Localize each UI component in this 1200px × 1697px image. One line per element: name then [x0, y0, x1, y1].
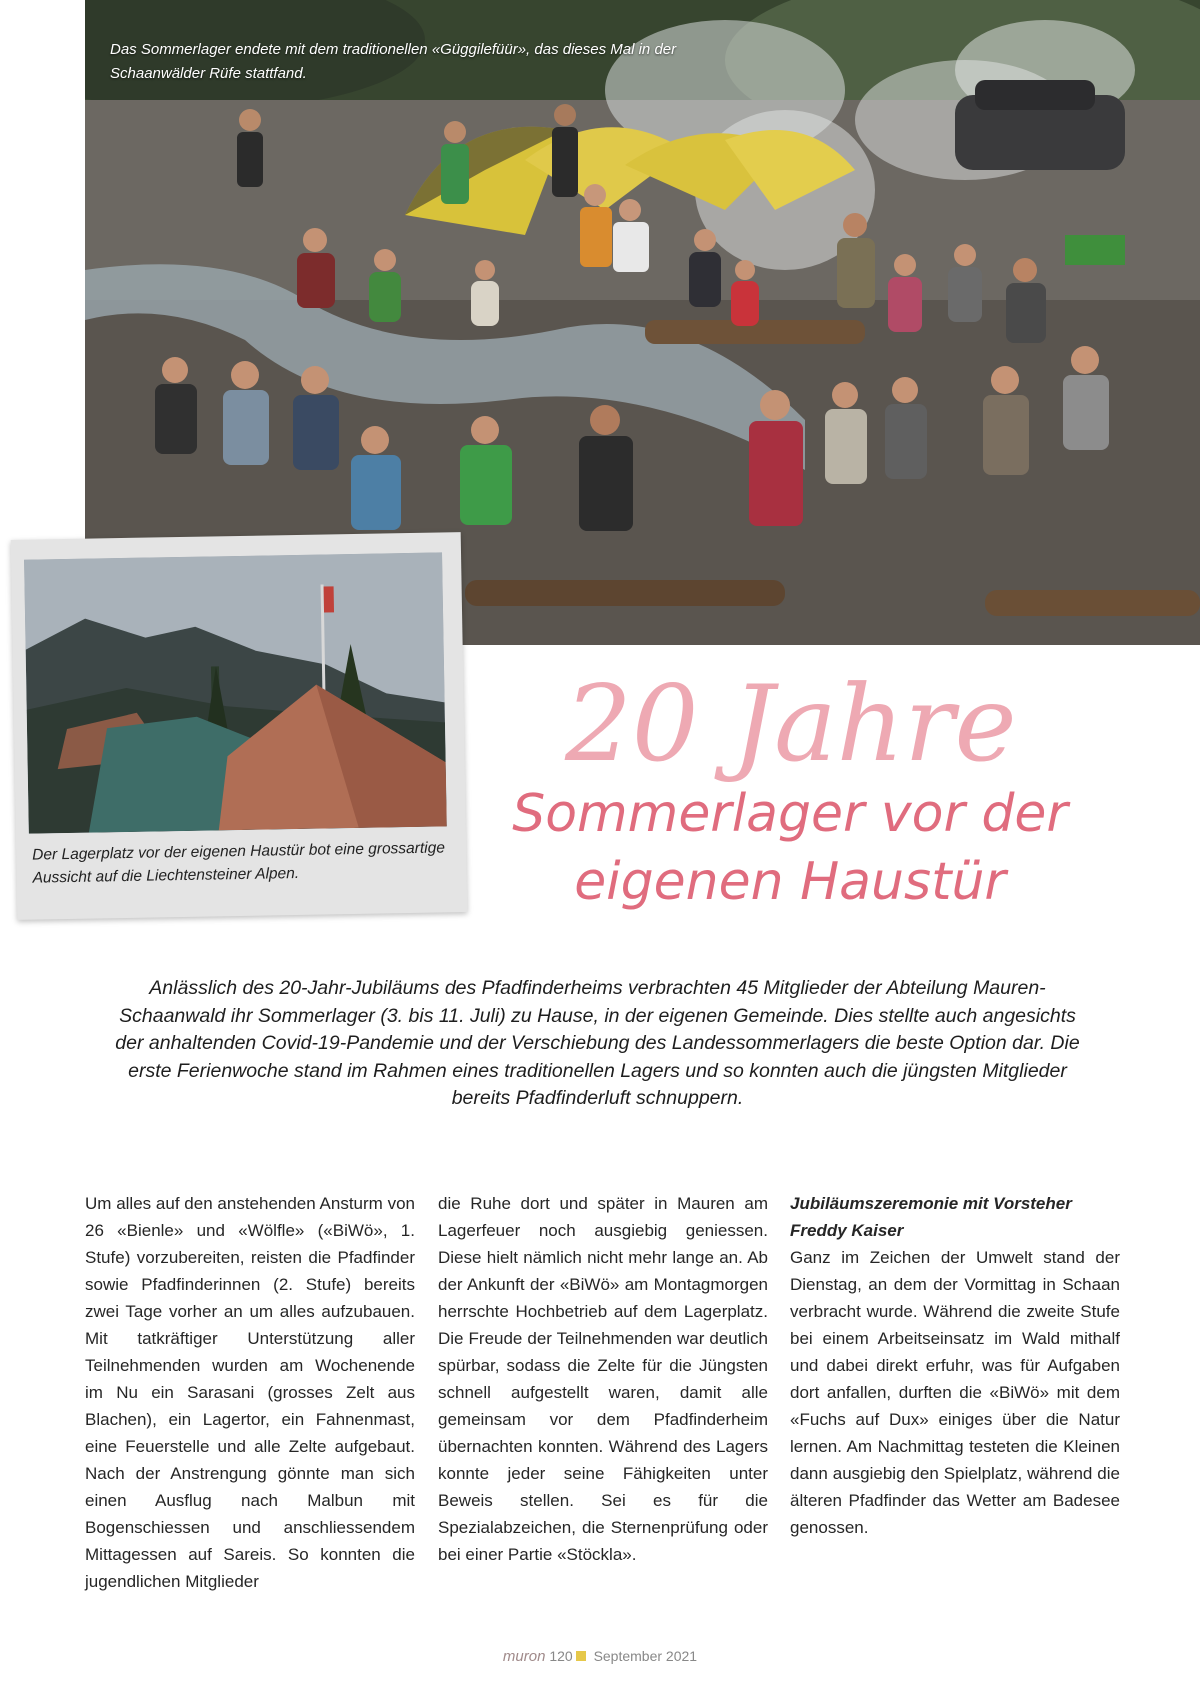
title-line-1: Sommerlager vor der — [512, 784, 1068, 844]
article-column-3 — [790, 1190, 1120, 1541]
title-script — [555, 640, 1075, 800]
article-column-2 — [438, 1190, 768, 1568]
inset-photo — [24, 552, 447, 833]
footer-date: September 2021 — [593, 1648, 698, 1664]
column-2-text: die Ruhe dort und später in Mauren am Lagerfeuer noch ausgiebig geniessen. Diese hielt nämlich nicht mehr lange an. Ab der Ankunft der «BiWö» am Montagmorgen herrschte Hochbetrieb auf dem Lagerplatz. Die Freude der Teilnehmenden war deutlich spürbar, sodass die Zelte für die Jüngsten schnell aufgestellt waren, damit alle gemeinsam vor dem Pfadfinderheim übernachten konnten. Während des Lagers konnte jeder seine Fähigkeiten unter Beweis stellen. Sei es für die Spezialabzeichen, die Sternenprüfung oder bei einer Partie «Stöckla». — [438, 1194, 768, 1564]
title-line-2: eigenen Haustür — [574, 852, 1006, 912]
column-1-text: Um alles auf den anstehenden Ansturm von 26 «Bienle» und «Wölfle» («BiWö», 1. Stufe) vorzubereiten, reisten die Pfadfinder sowie Pfadfinderinnen (2. Stufe) bereits zwei Tage vorher an um alles aufzubauen. Mit tatkräftiger Unterstützung aller Teilnehmenden wurden am Wochenende im Nu ein Sarasani (grosses Zelt aus Blachen), ein Lagertor, ein Fahnenmast, eine Feuerstelle und alle Zelte aufgebaut. Nach der Anstrengung gönnte man sich einen Ausflug nach Malbun mit Bogenschiessen und anschliessendem Mittagessen auf Sareis. So konnten die jugendlichen Mitglieder — [85, 1194, 415, 1591]
footer-issue: 120 — [549, 1648, 573, 1664]
column-3-subheading: Jubiläumszeremonie mit Vorsteher Freddy Kaiser — [790, 1194, 1072, 1240]
inset-photo-caption: Der Lagerplatz vor der eigenen Haustür bot eine grossartige Aussicht auf die Liechtensteiner Alpen. — [32, 839, 446, 887]
inset-photo-frame — [11, 532, 468, 920]
footer-square-icon — [576, 1651, 586, 1661]
title-script-text: 20 Jahre — [565, 663, 1017, 785]
footer-brand: muron — [502, 1648, 546, 1665]
hero-photo-caption: Das Sommerlager endete mit dem traditionellen «Güggilefüür», das dieses Mal in der Schaanwälder Rüfe stattfand. — [110, 41, 677, 82]
tent-camp-illustration — [24, 552, 447, 833]
column-3-text: Ganz im Zeichen der Umwelt stand der Dienstag, an dem der Vormittag in Schaan verbracht wurde. Während die zweite Stufe bei einem Arbeitseinsatz im Wald mithalf und dabei direkt erfuhr, was für Aufgaben dort anfallen, durften die «BiWö» mit dem «Fuchs auf Dux» einiges über die Natur lernen. Am Nachmittag testeten die Kleinen dann ausgiebig den Spielplatz, während die älteren Pfadfinder das Wetter am Badesee genossen. — [790, 1248, 1120, 1537]
lead-paragraph: Anlässlich des 20-Jahr-Jubiläums des Pfadfinderheims verbrachten 45 Mitglieder der Abteilung Mauren-Schaanwald ihr Sommerlager (3. bis 11. Juli) zu Hause, in der eigenen Gemeinde. Dies stellte auch angesichts der anhaltenden Covid-19-Pandemie und der Verschiebung des Landessommerlagers die beste Option dar. Die erste Ferienwoche stand im Rahmen eines traditionellen Lagers und so konnten auch die jüngsten Mitglieder bereits Pfadfinderluft schnuppern. — [115, 977, 1080, 1109]
page-footer — [0, 1648, 1200, 1665]
article-column-1 — [85, 1190, 415, 1595]
